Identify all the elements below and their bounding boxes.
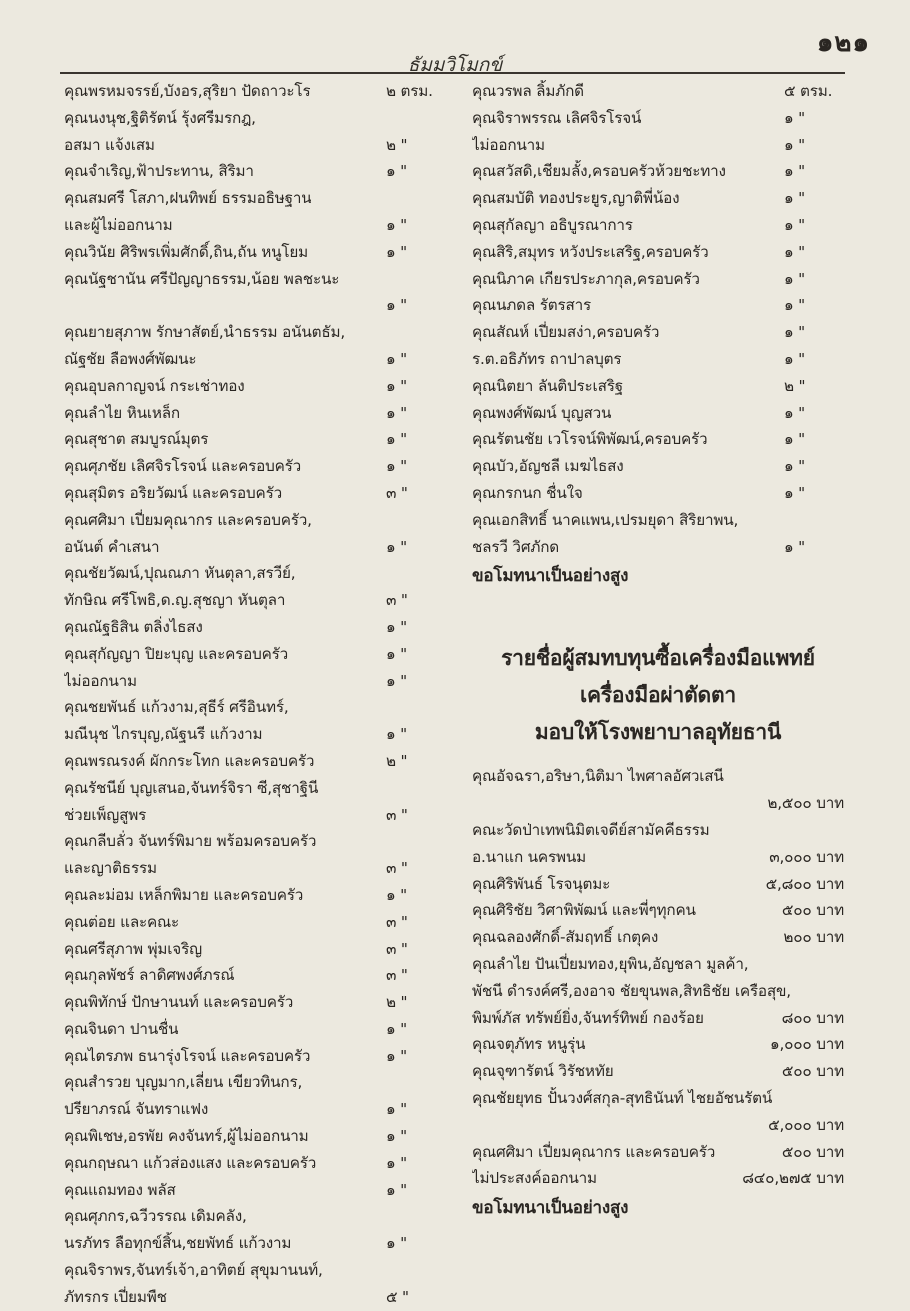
donation-amount: ๑ " xyxy=(386,242,408,261)
donor-row xyxy=(472,1112,844,1139)
donor-row xyxy=(64,1069,444,1096)
donor-name: คุณกุลพัชร์ ลาดิศพงศ์ภรณ์ xyxy=(64,966,235,985)
donor-name: นรภัทร ลือทุกข์สิ้น,ชยพัทธ์ แก้วงาม xyxy=(64,1234,292,1253)
donor-name: คุณณัฐธิสิน ตลิ่งไธสง xyxy=(64,617,203,636)
donor-name: คุณรัชนีย์ บุญเสนอ,จันทร์จิรา ซี,สุชาฐินี xyxy=(64,778,319,797)
donor-name: คุณศุภชัย เลิศจิรโรจน์ และครอบครัว xyxy=(64,457,302,476)
donation-amount: ๑ " xyxy=(386,430,408,449)
donor-name: คุณอัจฉรา,อริษา,นิติมา ไพศาลอัศวเสนี xyxy=(472,767,724,786)
donor-name: คุณจตุภัทร หนูรุ่น xyxy=(472,1035,586,1054)
donation-amount: ๑ " xyxy=(386,671,408,690)
donor-name: อ.นาแก นครพนม xyxy=(472,847,587,866)
donation-amount: ๕๐๐ บาท xyxy=(781,1142,844,1161)
donor-row xyxy=(64,882,444,909)
donation-amount: ๑ " xyxy=(386,1100,408,1119)
donor-row xyxy=(472,790,844,817)
page-number: ๑๒๑ xyxy=(816,28,870,58)
donation-amount: ๘๔๐,๒๗๕ บาท xyxy=(742,1169,844,1188)
donor-name: คุณยายสุภาพ รักษาสัตย์,นำธรรม อนันตธัม, xyxy=(64,323,346,342)
donor-name: คุณพงศ์พัฒน์ บุญสวน xyxy=(472,403,612,422)
donor-name: คุณศศิมา เปี่ยมคุณากร และครอบครัว xyxy=(472,1142,716,1161)
donor-name: ร.ต.อธิภัทร ถาปาลบุตร xyxy=(472,349,622,368)
donation-amount: ๑ " xyxy=(784,323,806,342)
donation-amount: ๑ " xyxy=(784,349,806,368)
thanks-text: ขอโมทนาเป็นอย่างสูง xyxy=(472,566,629,587)
donor-row xyxy=(64,212,444,239)
donation-amount: ๕๐๐ บาท xyxy=(781,1062,844,1081)
running-header: ธัมมวิโมกข์ xyxy=(407,54,503,76)
donor-row xyxy=(472,1058,844,1085)
donation-amount: ๕ ตรม. xyxy=(784,82,833,100)
donation-amount: ๑ " xyxy=(386,1153,408,1172)
donor-row xyxy=(472,1165,844,1192)
donation-amount: ๑ " xyxy=(784,269,806,288)
donor-name: คุณสัณห์ เปี่ยมสง่า,ครอบครัว xyxy=(472,323,660,342)
donor-name: คุณศิริพันธ์ โรจนุตมะ xyxy=(472,874,611,893)
donation-amount: ๘๐๐ บาท xyxy=(781,1008,844,1027)
donation-amount: ๑ " xyxy=(386,162,408,181)
donation-amount: ๑ " xyxy=(784,242,806,261)
donation-amount: ๑ " xyxy=(784,430,806,449)
donor-name: ปรียาภรณ์ จันทราแฟง xyxy=(64,1100,209,1119)
donor-row xyxy=(472,132,844,159)
donor-row xyxy=(472,978,844,1005)
donation-amount: ๑ " xyxy=(784,403,806,422)
donation-amount: ๕๐๐ บาท xyxy=(781,901,844,920)
donation-amount: ๓ " xyxy=(386,805,408,824)
donor-name: คุณไตรภพ ธนารุ่งโรจน์ และครอบครัว xyxy=(64,1046,311,1065)
donor-row xyxy=(64,534,444,561)
donor-row xyxy=(64,560,444,587)
donor-row xyxy=(472,78,844,105)
donation-amount: ๑ " xyxy=(784,108,806,127)
donor-row xyxy=(472,924,844,951)
donor-row xyxy=(472,1005,844,1032)
donor-name: คุณนิภาค เกียรประภากุล,ครอบครัว xyxy=(472,269,700,288)
donor-row xyxy=(64,587,444,614)
donation-amount: ๑ " xyxy=(386,215,408,234)
donor-row xyxy=(64,453,444,480)
donor-row xyxy=(64,1043,444,1070)
donor-name: คุณลำไย หินเหล็ก xyxy=(64,403,180,422)
donation-amount: ๑ " xyxy=(386,349,408,368)
donor-name: คุณพิทักษ์ ปักษานนท์ และครอบครัว xyxy=(64,993,294,1012)
donor-name: ช่วยเพ็ญสูพร xyxy=(64,805,147,824)
donation-amount: ๑ " xyxy=(386,1046,408,1065)
donor-row xyxy=(64,480,444,507)
donor-name: คุณบัว,อัญชลี เมฆไธสง xyxy=(472,457,624,476)
donor-row xyxy=(64,1203,444,1230)
donor-name: คุณศศิมา เปี่ยมคุณากร และครอบครัว, xyxy=(64,510,312,529)
donor-name: อสมา แจ้งเสม xyxy=(64,135,155,154)
section-heading-line-3: มอบให้โรงพยาบาลอุทัยธานี xyxy=(534,720,782,745)
donor-row xyxy=(64,1096,444,1123)
donor-name: และญาติธรรม xyxy=(64,859,157,878)
donor-row xyxy=(472,346,844,373)
donor-row xyxy=(64,721,444,748)
donor-name: คุณจุฑารัตน์ วิรัชหทัย xyxy=(472,1062,614,1081)
donation-amount: ๑ " xyxy=(386,1019,408,1038)
donor-row xyxy=(472,400,844,427)
donor-row xyxy=(64,748,444,775)
donor-name: คุณสุกัญญา ปิยะบุญ และครอบครัว xyxy=(64,644,289,663)
donor-row xyxy=(64,614,444,641)
donor-name: คุณศรีสุภาพ พุ่มเจริญ xyxy=(64,939,202,958)
thanks-text: ขอโมทนาเป็นอย่างสูง xyxy=(472,1198,629,1219)
donor-row xyxy=(64,962,444,989)
donation-amount: ๑ " xyxy=(386,1234,408,1253)
donor-row xyxy=(64,802,444,829)
donor-row xyxy=(472,158,844,185)
donor-row xyxy=(472,763,844,790)
donation-amount: ๑ " xyxy=(784,296,806,315)
donation-amount: ๓ " xyxy=(386,859,408,878)
donor-name: คุณสุมิตร อริยวัฒน์ และครอบครัว xyxy=(64,483,282,502)
donor-name: ทักษิณ ศรีโพธิ,ด.ญ.สุชญา หันตุลา xyxy=(64,591,286,610)
donation-amount: ๑ " xyxy=(386,1180,408,1199)
donor-row xyxy=(472,1085,844,1112)
donation-amount: ๓ " xyxy=(386,591,408,610)
donation-amount: ๒ " xyxy=(386,751,408,770)
section-heading-line-2: เครื่องมือผ่าตัดตา xyxy=(579,683,737,708)
donor-row xyxy=(472,292,844,319)
donor-row xyxy=(64,319,444,346)
donation-amount: ๓ " xyxy=(386,939,408,958)
donor-row xyxy=(64,1123,444,1150)
donation-amount: ๒ ตรม. xyxy=(386,82,433,100)
donor-row xyxy=(64,185,444,212)
donor-name: คุณจิราพรรณ เลิศจิรโรจน์ xyxy=(472,108,642,127)
donation-amount: ๓ " xyxy=(386,912,408,931)
donor-row xyxy=(64,1284,444,1311)
donor-name: คุณสุกัลญา อธิบูรณาการ xyxy=(472,215,633,234)
donor-row xyxy=(472,373,844,400)
donor-name: ชลรวี วิศภักด xyxy=(472,537,560,556)
donation-amount: ๕,๐๐๐ บาท xyxy=(768,1115,844,1134)
donor-name: ภัทรกร เปี่ยมพืช xyxy=(64,1287,167,1306)
donor-name: คุณชัยยุทธ ปั้นวงศ์สกุล-สุทธินันท์ ไชยอัชนรัตน์ xyxy=(472,1088,773,1107)
donation-amount: ๕ " xyxy=(386,1287,409,1306)
donor-name: คุณสิริ,สมุทร หวังประเสริฐ,ครอบครัว xyxy=(472,242,709,261)
donation-amount: ๑ " xyxy=(386,457,408,476)
donor-name: คุณกรกนก ชื่นใจ xyxy=(472,483,583,502)
donor-name: คุณเอกสิทธิ์ นาคแพน,เปรมยุดา สิริยาพน, xyxy=(472,510,739,529)
donor-row xyxy=(64,1150,444,1177)
donor-row xyxy=(472,817,844,844)
donor-name: ณัฐชัย ลือพงศ์พัฒนะ xyxy=(64,349,197,368)
donor-name: คุณนภดล รัตรสาร xyxy=(472,296,592,315)
donor-row xyxy=(472,844,844,871)
donation-amount: ๑ " xyxy=(386,537,408,556)
donor-row xyxy=(64,105,444,132)
donation-amount: ๑ " xyxy=(784,189,806,208)
donor-row xyxy=(64,989,444,1016)
donor-name: คุณศุภกร,ฉวีวรรณ เดิมคลัง, xyxy=(64,1207,247,1226)
section-heading-line-1: รายชื่อผู้สมทบทุนซื้อเครื่องมือแพทย์ xyxy=(501,646,815,671)
left-column xyxy=(64,78,444,1311)
donation-amount: ๑ " xyxy=(386,1127,408,1146)
donor-name: คุณชยพันธ์ แก้วงาม,สุธีร์ ศรีอินทร์, xyxy=(64,698,289,717)
donor-name: พิมพ์ภัส ทรัพย์ยิ่ง,จันทร์ทิพย์ กองร้อย xyxy=(472,1008,704,1027)
donor-row xyxy=(64,346,444,373)
donor-name: คุณวรพล ลิ้มภักดี xyxy=(472,82,584,100)
donor-name: คุณสวัสดิ,เชียมลั้ง,ครอบครัวห้วยชะทาง xyxy=(472,162,726,181)
donor-row xyxy=(472,507,844,534)
donation-amount: ๑ " xyxy=(784,537,806,556)
donation-amount: ๒ " xyxy=(784,376,806,395)
donor-name: คุณพรหมจรรย์,บังอร,สุริยา ปัดถาวะโร xyxy=(64,82,311,100)
donation-amount: ๕,๘๐๐ บาท xyxy=(765,874,844,893)
donor-row xyxy=(472,319,844,346)
donor-name: ไม่ประสงค์ออกนาม xyxy=(472,1169,597,1188)
donor-name: คุณลำไย ปันเปี่ยมทอง,ยุพิน,อัญชลา มูลค้า, xyxy=(472,954,749,973)
donor-row xyxy=(64,668,444,695)
donor-name: คุณพิเชษ,อรพัย คงจันทร์,ผู้ไม่ออกนาม xyxy=(64,1127,309,1146)
donor-row xyxy=(472,871,844,898)
donor-name: คุณละม่อม เหล็กพิมาย และครอบครัว xyxy=(64,885,304,904)
donor-name: คุณต่อย และคณะ xyxy=(64,912,180,931)
donor-name: ไม่ออกนาม xyxy=(472,135,545,154)
donor-row xyxy=(472,105,844,132)
donor-name: คุณสมบัติ ทองประยูร,ญาติพี่น้อง xyxy=(472,189,680,208)
donor-name: ไม่ออกนาม xyxy=(64,671,137,690)
donor-row xyxy=(64,1016,444,1043)
donation-amount: ๑ " xyxy=(784,215,806,234)
donation-amount: ๑ " xyxy=(784,483,806,502)
donation-amount: ๑ " xyxy=(784,457,806,476)
donor-name: คุณจำเริญ,ฟ้าประทาน, สิริมา xyxy=(64,162,254,181)
donor-name: คุณกลีบลั่ว จันทร์พิมาย พร้อมครอบครัว xyxy=(64,832,317,851)
donor-row xyxy=(64,641,444,668)
donation-amount: ๑ " xyxy=(386,376,408,395)
donor-name: คุณฉลองศักดิ์-สัมฤทธิ์ เกตุคง xyxy=(472,928,659,947)
donation-amount: ๒๐๐ บาท xyxy=(783,928,844,947)
donor-name: คุณกฤษณา แก้วส่องแสง และครอบครัว xyxy=(64,1153,317,1172)
donor-row xyxy=(64,78,444,105)
donor-row xyxy=(64,400,444,427)
donor-row xyxy=(64,266,444,293)
right-donor-list-bottom xyxy=(472,763,844,1192)
donor-name: คุณรัตนชัย เวโรจน์พิพัฒน์,ครอบครัว xyxy=(472,430,708,449)
donor-name: คุณพรณรงค์ ผักกระโทก และครอบครัว xyxy=(64,751,315,770)
right-donor-list-top xyxy=(472,78,844,560)
donor-row xyxy=(64,426,444,453)
donor-name: คุณนงนุช,ฐิติรัตน์ รุ้งศรีมรกฎ, xyxy=(64,108,256,127)
donor-row xyxy=(64,132,444,159)
header-rule xyxy=(60,72,845,74)
donor-row xyxy=(64,158,444,185)
donor-row xyxy=(472,426,844,453)
donation-amount: ๑ " xyxy=(386,617,408,636)
donor-row xyxy=(64,373,444,400)
donation-amount: ๒,๕๐๐ บาท xyxy=(767,794,844,813)
donor-row xyxy=(64,694,444,721)
donor-row xyxy=(64,1257,444,1284)
donation-amount: ๒ " xyxy=(386,993,408,1012)
donation-amount: ๑ " xyxy=(784,162,806,181)
donor-row xyxy=(64,855,444,882)
donor-name: คุณจินดา ปานชื่น xyxy=(64,1019,179,1038)
donor-row xyxy=(64,936,444,963)
donor-row xyxy=(64,292,444,319)
donor-name: คุณแถมทอง พลัส xyxy=(64,1180,176,1199)
donation-amount: ๓ " xyxy=(386,483,408,502)
donor-name: พัชนี ดำรงค์ศรี,องอาจ ชัยขุนพล,สิทธิชัย เครือสุข, xyxy=(472,981,791,1000)
donor-row xyxy=(472,239,844,266)
donation-amount: ๑ " xyxy=(784,135,806,154)
donor-row xyxy=(472,212,844,239)
donation-amount: ๒ " xyxy=(386,135,408,154)
donor-row xyxy=(64,1230,444,1257)
donor-name: คุณจิราพร,จันทร์เจ้า,อาทิตย์ สุขุมานนท์, xyxy=(64,1261,323,1280)
donor-name: คุณสุชาต สมบูรณ์มุตร xyxy=(64,430,209,449)
donor-row xyxy=(64,507,444,534)
donation-amount: ๑ " xyxy=(386,296,408,315)
donor-name: คณะวัดป่าเทพนิมิตเจดีย์สามัคคีธรรม xyxy=(472,820,710,839)
right-column xyxy=(472,78,844,1224)
donor-row xyxy=(472,897,844,924)
donor-name: คุณวินัย ศิริพรเพิ่มศักดิ์,ถิน,ถัน หนูโยม xyxy=(64,242,309,261)
donor-name: คุณสมศรี โสภา,ฝนทิพย์ ธรรมอธิษฐาน xyxy=(64,189,312,208)
donor-name: คุณชัยวัฒน์,ปุณณภา หันตุลา,สรวีย์, xyxy=(64,564,296,583)
donor-name: คุณนิตยา ลันติประเสริฐ xyxy=(472,376,623,395)
donor-name: คุณสำรวย บุญมาก,เลี่ยน เขียวทินกร, xyxy=(64,1073,303,1092)
donation-amount: ๓ " xyxy=(386,966,408,985)
donation-amount: ๓,๐๐๐ บาท xyxy=(769,847,844,866)
donor-row xyxy=(64,909,444,936)
donor-name: และผู้ไม่ออกนาม xyxy=(64,215,173,234)
donor-row xyxy=(64,1177,444,1204)
donor-row xyxy=(472,951,844,978)
donation-amount: ๑,๐๐๐ บาท xyxy=(769,1035,844,1054)
donor-row xyxy=(64,239,444,266)
donation-amount: ๑ " xyxy=(386,725,408,744)
donation-amount: ๑ " xyxy=(386,644,408,663)
donor-name: คุณอุบลกาญจน์ กระเช่าทอง xyxy=(64,376,245,395)
donor-row xyxy=(472,453,844,480)
donor-row xyxy=(472,534,844,561)
donor-row xyxy=(472,1139,844,1166)
donor-name: อนันต์ คำเสนา xyxy=(64,537,160,556)
donor-row xyxy=(472,480,844,507)
donation-amount: ๑ " xyxy=(386,885,408,904)
donor-name: มณีนุช ไกรบุญ,ณัฐนรี แก้วงาม xyxy=(64,725,263,744)
donor-row xyxy=(472,1031,844,1058)
donor-row xyxy=(472,185,844,212)
donation-amount: ๑ " xyxy=(386,403,408,422)
donor-row xyxy=(64,775,444,802)
donor-name: คุณนัฐชานัน ศรีปัญญาธรรม,น้อย พลชะนะ xyxy=(64,269,340,288)
donor-row xyxy=(472,266,844,293)
donor-name: คุณศิริชัย วิศาพิพัฒน์ และพี่ๆทุกคน xyxy=(472,901,696,920)
donor-row xyxy=(64,828,444,855)
